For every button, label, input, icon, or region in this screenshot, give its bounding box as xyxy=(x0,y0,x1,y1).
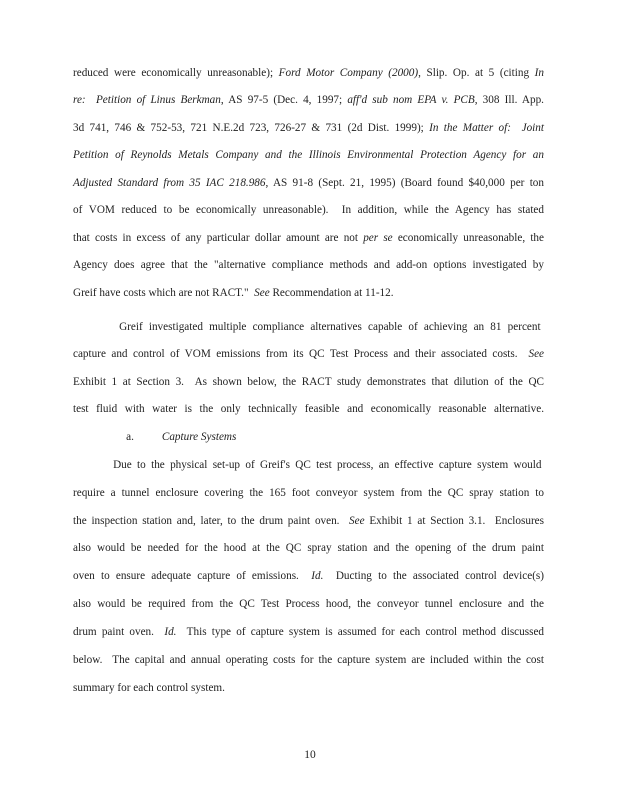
italic-text: re: Petition of Linus Berkman xyxy=(73,94,221,106)
text-line xyxy=(73,569,544,583)
text-line xyxy=(73,231,544,245)
text-line xyxy=(73,653,544,667)
text-segment: , AS 97-5 (Dec. 4, 1997; xyxy=(220,94,348,106)
text-line xyxy=(73,286,394,300)
italic-text: aff'd sub nom EPA v. PCB xyxy=(347,94,475,106)
italic-text: See xyxy=(349,515,365,527)
text-line xyxy=(73,347,544,361)
text-line xyxy=(73,597,544,611)
page-number: 10 xyxy=(304,749,316,761)
italic-text: See xyxy=(254,287,270,299)
italic-text: See xyxy=(528,348,544,360)
text-line xyxy=(73,258,544,272)
text-segment: This type of capture system is assumed for each control method discussed xyxy=(176,626,545,638)
text-line xyxy=(73,486,544,500)
text-segment: require a tunnel enclosure covering the 165 foot conveyor system from the QC spray station to xyxy=(73,487,544,499)
text-segment: also would be needed for the hood at the QC spray station and the opening of the drum paint xyxy=(73,542,544,554)
text-line xyxy=(73,430,236,444)
text-segment: a. xyxy=(73,431,162,443)
text-segment: of VOM reduced to be economically unreasonable). In addition, while the Agency has stated xyxy=(73,204,544,216)
text-segment: oven to ensure adequate capture of emissions. xyxy=(73,570,312,582)
text-line xyxy=(73,681,225,695)
text-segment: that costs in excess of any particular dollar amount are not xyxy=(73,232,364,244)
text-line xyxy=(73,93,544,107)
text-segment: economically unreasonable, the xyxy=(392,232,544,244)
text-line xyxy=(73,121,544,135)
text-segment: Exhibit 1 at Section 3.1. Enclosures xyxy=(364,515,544,527)
text-segment: drum paint oven. xyxy=(73,626,165,638)
text-line xyxy=(73,203,544,217)
text-segment: summary for each control system. xyxy=(73,682,225,694)
italic-text: Id. xyxy=(164,626,177,638)
italic-text: In the Matter of: Joint xyxy=(429,122,544,134)
text-line xyxy=(73,320,541,334)
text-segment: also would be required from the QC Test Process hood, the conveyor tunnel enclosure and the xyxy=(73,598,544,610)
text-line xyxy=(73,402,544,416)
text-line xyxy=(73,375,544,389)
text-line xyxy=(73,176,544,190)
text-segment: 3d 741, 746 & 752-53, 721 N.E.2d 723, 726-27 & 731 (2d Dist. 1999); xyxy=(73,122,430,134)
text-segment: Recommendation at 11-12. xyxy=(269,287,394,299)
italic-text: Petition of Reynolds Metals Company and the Illinois Environmental Protection Agency for an xyxy=(73,149,544,161)
text-segment: Ducting to the associated control device(s) xyxy=(323,570,544,582)
text-segment: Exhibit 1 at Section 3. As shown below, the RACT study demonstrates that dilution of the QC xyxy=(73,376,544,388)
text-line xyxy=(73,625,544,639)
italic-text: Ford Motor Company (2000) xyxy=(278,67,419,79)
text-segment: , AS 91-8 (Sept. 21, 1995) (Board found $40,000 per ton xyxy=(265,177,544,189)
text-line xyxy=(73,541,544,555)
text-segment: the inspection station and, later, to the drum paint oven. xyxy=(73,515,350,527)
text-segment: Greif investigated multiple compliance alternatives capable of achieving an 81 percent xyxy=(73,321,541,333)
text-segment: Agency does agree that the "alternative compliance methods and add-on options investigated by xyxy=(73,259,544,271)
italic-text: Adjusted Standard from 35 IAC 218.986 xyxy=(73,177,266,189)
text-line xyxy=(73,514,544,528)
italic-text: In xyxy=(534,67,544,79)
text-segment: test fluid with water is the only technically feasible and economically reasonable alternative. xyxy=(73,403,544,415)
text-line xyxy=(73,148,544,162)
text-segment: capture and control of VOM emissions from its QC Test Process and their associated costs. xyxy=(73,348,529,360)
text-segment: Due to the physical set-up of Greif's QC test process, an effective capture system would xyxy=(73,459,542,471)
italic-text: Capture Systems xyxy=(161,431,237,443)
text-segment: , 308 Ill. App. xyxy=(474,94,544,106)
italic-text: per se xyxy=(363,232,393,244)
italic-text: Id. xyxy=(311,570,324,582)
text-line xyxy=(73,66,544,80)
text-line xyxy=(73,458,541,472)
text-segment: , Slip. Op. at 5 (citing xyxy=(418,67,535,79)
text-segment: reduced were economically unreasonable); xyxy=(73,67,279,79)
text-segment: Greif have costs which are not RACT." xyxy=(73,287,255,299)
text-segment: below. The capital and annual operating costs for the capture system are included within the cost xyxy=(73,654,544,666)
